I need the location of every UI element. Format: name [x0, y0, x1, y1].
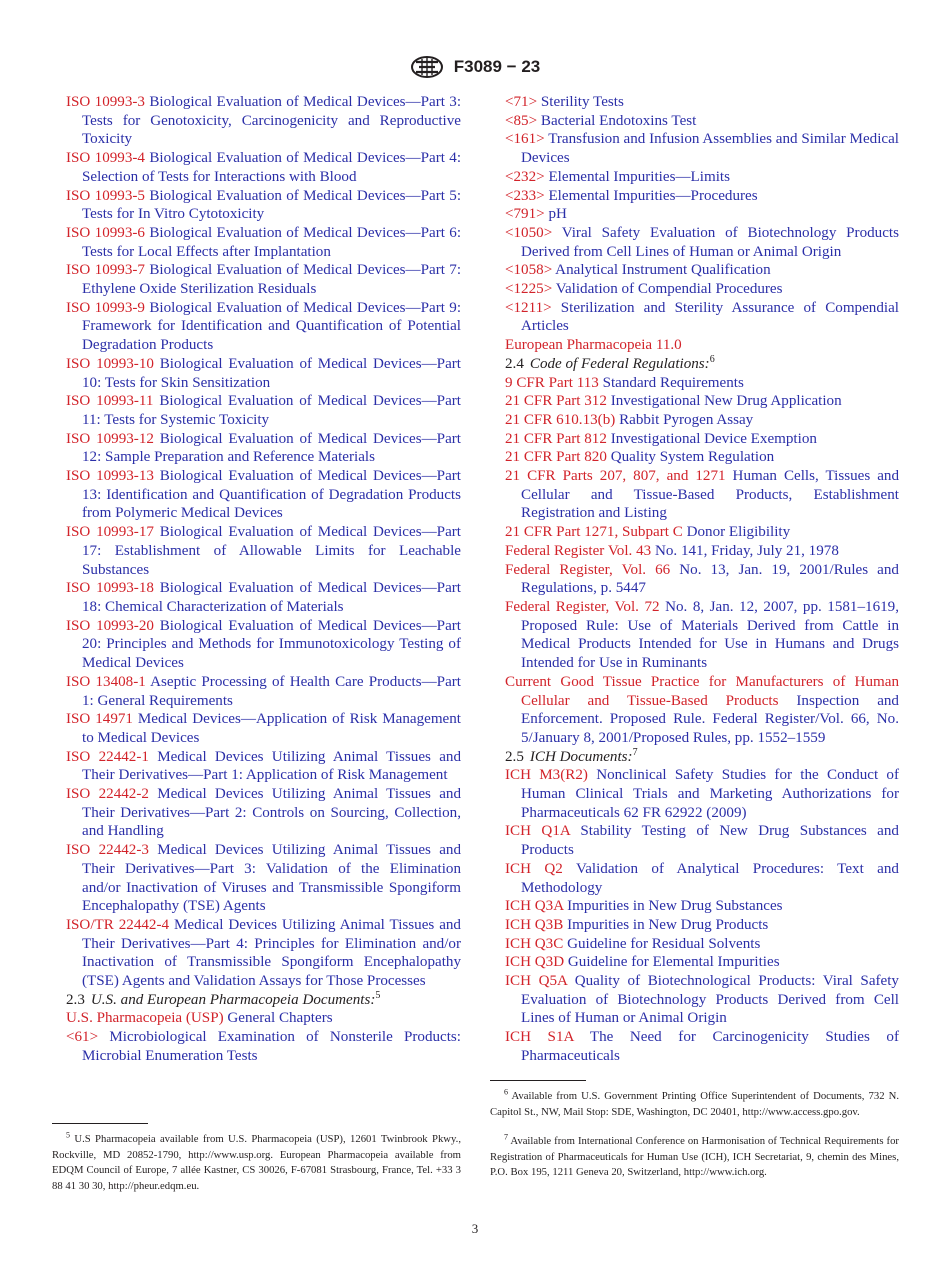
- reference-code-link[interactable]: 21 CFR Part 820: [505, 449, 607, 466]
- reference-entry: [505, 93, 899, 112]
- reference-code-link[interactable]: ISO 10993-17: [66, 524, 154, 541]
- reference-title-link[interactable]: Biological Evaluation of Medical Devices—Part 6: Tests for Local Effects after Implantation: [82, 224, 462, 260]
- section-number: 2.5: [505, 748, 524, 765]
- reference-entry: [66, 149, 461, 186]
- footnote-rule-left: [52, 1123, 148, 1124]
- reference-entry: [505, 523, 899, 542]
- reference-title-link[interactable]: Guideline for Elemental Impurities: [567, 954, 780, 971]
- page-number: 3: [471, 1221, 479, 1236]
- reference-entry: [505, 561, 899, 598]
- astm-logo-icon: [410, 56, 444, 78]
- reference-entry: [505, 168, 899, 187]
- reference-code-link[interactable]: Federal Register, Vol. 66: [505, 561, 671, 578]
- reference-code-link[interactable]: U.S. Pharmacopeia (USP): [66, 1010, 224, 1027]
- footnote-7: [490, 1134, 899, 1181]
- footnote-5: [52, 1132, 461, 1194]
- reference-title-link[interactable]: Biological Evaluation of Medical Devices—Part 12: Sample Preparation and Reference Materials: [82, 430, 461, 466]
- reference-code-link[interactable]: ISO 10993-3: [66, 94, 145, 110]
- reference-code-link[interactable]: European Pharmacopeia 11.0: [505, 337, 682, 354]
- reference-entry: [66, 579, 461, 616]
- reference-title-link[interactable]: Nonclinical Safety Studies for the Conduct of Human Clinical Trials and Marketing Authorizations for Pharmaceuticals 62 FR 62922 (2009): [521, 767, 899, 821]
- document-id: F3089 − 23: [453, 57, 541, 76]
- reference-entry: [505, 542, 899, 561]
- reference-code-link[interactable]: ICH M3(R2): [505, 767, 588, 784]
- reference-code-link[interactable]: Federal Register, Vol. 72: [505, 598, 660, 615]
- reference-title-link[interactable]: Biological Evaluation of Medical Devices—Part 13: Identification and Quantification of Degradation Products from Polymeric Medical Devices: [82, 468, 461, 522]
- reference-title-link[interactable]: Biological Evaluation of Medical Devices—Part 17: Establishment of Allowable Limits for Leachable Substances: [82, 524, 461, 578]
- reference-entry: [505, 860, 899, 897]
- reference-code-link[interactable]: <61>: [66, 1029, 99, 1046]
- reference-title-link[interactable]: Standard Requirements: [602, 374, 744, 391]
- footnote-ref[interactable]: 5: [375, 989, 381, 1001]
- reference-code-link[interactable]: ISO 14971: [66, 711, 133, 728]
- reference-code-link[interactable]: ISO 10993-7: [66, 262, 145, 279]
- reference-title-link[interactable]: Validation of Analytical Procedures: Text and Methodology: [521, 860, 899, 896]
- reference-title-link[interactable]: Stability Testing of New Drug Substances and Products: [521, 823, 899, 859]
- reference-code-link[interactable]: ISO 22442-3: [66, 842, 149, 859]
- reference-code-link[interactable]: <1058>: [505, 262, 553, 279]
- reference-entry: [66, 523, 461, 579]
- footnote-text: U.S Pharmacopeia available from U.S. Pharmacopeia (USP), 12601 Twinbrook Pkwy., Rockville, MD 20852-1790, http://www.usp.org. European Pharmacopeia available from EDQM Council of Europe, 7 allée Kastner, CS 30026, F-67081 Strasbourg, France, Tel. +33 3 88 41 30 30, http://pheur.edqm.eu.: [52, 1133, 461, 1192]
- reference-entry: [505, 205, 899, 224]
- reference-entry: [505, 673, 899, 748]
- reference-code-link[interactable]: ISO 10993-13: [66, 468, 154, 485]
- reference-title-link[interactable]: Biological Evaluation of Medical Devices—Part 20: Principles and Methods for Immunotoxicology Testing of Medical Devices: [82, 617, 461, 672]
- reference-code-link[interactable]: 21 CFR Part 1271, Subpart C: [505, 524, 683, 541]
- reference-entry: [505, 336, 899, 355]
- reference-title-link[interactable]: Medical Devices Utilizing Animal Tissues and Their Derivatives—Part 1: Application of Risk Management: [82, 748, 461, 784]
- reference-code-link[interactable]: <161>: [505, 131, 545, 148]
- reference-title-link[interactable]: Transfusion and Infusion Assemblies and Similar Medical Devices: [521, 131, 899, 167]
- reference-code-link[interactable]: ICH Q3B: [505, 916, 564, 933]
- reference-code-link[interactable]: ISO/TR 22442-4: [66, 916, 170, 933]
- reference-entry: [505, 916, 899, 935]
- reference-title-link[interactable]: Rabbit Pyrogen Assay: [619, 411, 754, 428]
- reference-entry: [505, 112, 899, 131]
- footnote-mark: 6: [504, 1087, 508, 1097]
- reference-code-link[interactable]: ISO 10993-6: [66, 224, 145, 241]
- reference-code-link[interactable]: Federal Register Vol. 43: [505, 542, 652, 559]
- reference-code-link[interactable]: ISO 10993-11: [66, 393, 154, 410]
- reference-title-link[interactable]: General Chapters: [227, 1010, 333, 1027]
- reference-entry: [66, 261, 461, 298]
- reference-title-link[interactable]: Investigational New Drug Application: [610, 393, 842, 410]
- reference-code-link[interactable]: ICH Q2: [505, 860, 563, 877]
- reference-title-link[interactable]: Biological Evaluation of Medical Devices—Part 9: Framework for Identification and Quantification of Potential Degradation Products: [82, 299, 462, 354]
- reference-title-link[interactable]: Biological Evaluation of Medical Devices—Part 10: Tests for Skin Sensitization: [82, 355, 461, 391]
- reference-code-link[interactable]: ICH Q1A: [505, 823, 570, 840]
- reference-title-link[interactable]: Impurities in New Drug Substances: [567, 898, 783, 915]
- reference-title-link[interactable]: Inspection and Enforcement. Proposed Rule. Federal Register/Vol. 66, No. 5/January 8, 2001/Proposed Rules, pp. 1552–1559: [521, 692, 899, 746]
- reference-entry: [66, 841, 461, 916]
- footnote-mark: 5: [66, 1130, 70, 1140]
- reference-title-link[interactable]: Biological Evaluation of Medical Devices—Part 5: Tests for In Vitro Cytotoxicity: [82, 187, 462, 223]
- reference-entry: [66, 785, 461, 841]
- reference-entry: [66, 355, 461, 392]
- reference-code-link[interactable]: ISO 10993-4: [66, 150, 145, 167]
- reference-code-link[interactable]: ICH Q3D: [505, 954, 565, 971]
- reference-entry: [505, 392, 899, 411]
- reference-code-link[interactable]: ICH S1A: [505, 1029, 574, 1046]
- right-column: [505, 93, 899, 1066]
- reference-title-link[interactable]: Biological Evaluation of Medical Devices—Part 7: Ethylene Oxide Sterilization Residuals: [82, 262, 462, 298]
- reference-title-link[interactable]: Quality of Biotechnological Products: Viral Safety Evaluation of Biotechnology Products Derived from Cell Lines of Human or Animal Origin: [521, 973, 899, 1027]
- section-title: Code of Federal Regulations:: [529, 355, 710, 372]
- reference-title-link[interactable]: No. 141, Friday, July 21, 1978: [654, 542, 839, 559]
- footnote-rule-right: [490, 1080, 586, 1081]
- reference-entry: [505, 374, 899, 393]
- reference-title-link[interactable]: Biological Evaluation of Medical Devices—Part 18: Chemical Characterization of Materials: [82, 580, 461, 615]
- reference-entry: [66, 1028, 461, 1065]
- reference-title-link[interactable]: Impurities in New Drug Products: [567, 916, 769, 933]
- reference-code-link[interactable]: <791>: [505, 206, 545, 223]
- reference-entry: [505, 953, 899, 972]
- footnote-mark: 7: [504, 1132, 508, 1142]
- reference-entry: [505, 972, 899, 1028]
- reference-title-link[interactable]: Biological Evaluation of Medical Devices—Part 11: Tests for Systemic Toxicity: [82, 393, 461, 428]
- reference-code-link[interactable]: ISO 22442-1: [66, 748, 149, 765]
- reference-code-link[interactable]: ISO 10993-10: [66, 355, 154, 372]
- footnote-text: Available from International Conference on Harmonisation of Technical Requirements for Registration of Pharmaceuticals for Human Use (ICH), ICH Secretariat, 9, chemin des Mines, P.O. Box 195, 1211 Geneva 20, Switzerland, http://www.ich.org.: [490, 1135, 899, 1179]
- reference-entry: [505, 261, 899, 280]
- reference-entry: [66, 187, 461, 224]
- reference-title-link[interactable]: Human Cells, Tissues and Cellular and Tissue-Based Products, Establishment Registration and Listing: [521, 468, 900, 522]
- reference-title-link[interactable]: The Need for Carcinogenicity Studies of Pharmaceuticals: [521, 1029, 899, 1064]
- reference-title-link[interactable]: Biological Evaluation of Medical Devices—Part 3: Tests for Genotoxicity, Carcinogenicity and Reproductive Toxicity: [82, 94, 462, 148]
- reference-entry: [505, 187, 899, 206]
- reference-entry: [66, 617, 461, 673]
- reference-entry: [66, 748, 461, 785]
- reference-title-link[interactable]: No. 8, Jan. 12, 2007, pp. 1581–1619, Proposed Rule: Use of Materials Derived from Cattle in Medical Products Intended for Use in Humans and Drugs Intended for Use in Ruminants: [521, 598, 899, 672]
- reference-entry: [505, 430, 899, 449]
- reference-entry: [505, 448, 899, 467]
- reference-title-link[interactable]: Sterility Tests: [540, 94, 624, 110]
- footnote-ref[interactable]: 6: [709, 353, 715, 365]
- reference-code-link[interactable]: ISO 10993-5: [66, 187, 145, 204]
- reference-code-link[interactable]: 21 CFR 610.13(b): [505, 411, 616, 428]
- reference-code-link[interactable]: <1211>: [505, 299, 552, 316]
- reference-entry: [505, 766, 899, 822]
- reference-entry: [66, 430, 461, 467]
- reference-entry: [66, 392, 461, 429]
- reference-code-link[interactable]: <1225>: [505, 281, 553, 298]
- reference-entry: [66, 1009, 461, 1028]
- reference-code-link[interactable]: <85>: [505, 112, 538, 129]
- reference-title-link[interactable]: Elemental Impurities—Limits: [548, 168, 730, 185]
- reference-entry: [66, 224, 461, 261]
- reference-code-link[interactable]: ISO 10993-20: [66, 617, 154, 634]
- reference-entry: [66, 916, 461, 991]
- reference-entry: [66, 93, 461, 149]
- reference-entry: [66, 710, 461, 747]
- section-number: 2.4: [505, 355, 524, 372]
- reference-title-link[interactable]: Biological Evaluation of Medical Devices—Part 4: Selection of Tests for Interactions with Blood: [82, 150, 462, 185]
- reference-entry: [505, 897, 899, 916]
- reference-title-link[interactable]: Quality System Regulation: [610, 449, 775, 466]
- reference-code-link[interactable]: 21 CFR Parts 207, 807, and 1271: [505, 468, 726, 485]
- reference-code-link[interactable]: 21 CFR Part 312: [505, 393, 607, 410]
- footnote-text: Available from U.S. Government Printing Office Superintendent of Documents, 732 N. Capitol St., NW, Mail Stop: SDE, Washington, DC 20401, http://www.access.gpo.gov.: [490, 1090, 899, 1118]
- reference-entry: [66, 467, 461, 523]
- reference-entry: [505, 299, 899, 336]
- reference-entry: [505, 935, 899, 954]
- reference-code-link[interactable]: ISO 10993-18: [66, 580, 154, 597]
- left-column: [66, 93, 461, 1066]
- reference-title-link[interactable]: Analytical Instrument Qualification: [555, 262, 771, 279]
- reference-entry: [505, 1028, 899, 1065]
- reference-code-link[interactable]: <1050>: [505, 224, 553, 241]
- reference-code-link[interactable]: ISO 22442-2: [66, 786, 149, 803]
- reference-entry: [66, 299, 461, 355]
- section-heading: [505, 355, 899, 374]
- reference-entry: [505, 280, 899, 299]
- reference-title-link[interactable]: Donor Eligibility: [686, 524, 791, 541]
- reference-code-link[interactable]: ICH Q5A: [505, 973, 568, 990]
- reference-title-link[interactable]: Investigational Device Exemption: [610, 430, 817, 447]
- reference-title-link[interactable]: Elemental Impurities—Procedures: [548, 187, 758, 204]
- reference-title-link[interactable]: Viral Safety Evaluation of Biotechnology Products Derived from Cell Lines of Human or Animal Origin: [521, 224, 899, 260]
- section-heading: [66, 991, 461, 1010]
- section-heading: [505, 748, 899, 767]
- reference-entry: [505, 411, 899, 430]
- section-number: 2.3: [66, 991, 85, 1008]
- reference-code-link[interactable]: <233>: [505, 187, 545, 204]
- reference-title-link[interactable]: Validation of Compendial Procedures: [555, 281, 783, 298]
- reference-code-link[interactable]: ISO 10993-12: [66, 430, 154, 447]
- reference-code-link[interactable]: Current Good Tissue Practice for Manufacturers of Human Cellular and Tissue-Based Products: [505, 673, 899, 709]
- section-title: ICH Documents:: [529, 748, 633, 765]
- reference-title-link[interactable]: Guideline for Residual Solvents: [567, 935, 761, 952]
- reference-code-link[interactable]: 21 CFR Part 812: [505, 430, 607, 447]
- reference-code-link[interactable]: ISO 10993-9: [66, 299, 145, 316]
- reference-code-link[interactable]: <232>: [505, 168, 545, 185]
- page-header: [0, 56, 950, 82]
- reference-title-link[interactable]: Medical Devices—Application of Risk Management to Medical Devices: [82, 711, 461, 746]
- reference-entry: [505, 224, 899, 261]
- reference-code-link[interactable]: ICH Q3C: [505, 935, 564, 952]
- reference-entry: [66, 673, 461, 710]
- reference-title-link[interactable]: pH: [548, 206, 567, 223]
- reference-code-link[interactable]: ICH Q3A: [505, 898, 564, 915]
- reference-title-link[interactable]: Bacterial Endotoxins Test: [540, 112, 697, 129]
- reference-title-link[interactable]: Aseptic Processing of Health Care Products—Part 1: General Requirements: [82, 673, 461, 709]
- reference-entry: [505, 130, 899, 167]
- reference-title-link[interactable]: Medical Devices Utilizing Animal Tissues and Their Derivatives—Part 2: Controls on Sourcing, Collection, and Handling: [82, 786, 461, 840]
- reference-title-link[interactable]: Microbiological Examination of Nonsterile Products: Microbial Enumeration Tests: [82, 1029, 462, 1064]
- reference-code-link[interactable]: 9 CFR Part 113: [505, 374, 599, 391]
- reference-entry: [505, 598, 899, 673]
- reference-title-link[interactable]: No. 13, Jan. 19, 2001/Rules and Regulations, p. 5447: [521, 561, 899, 597]
- reference-code-link[interactable]: <71>: [505, 94, 538, 110]
- reference-code-link[interactable]: ISO 13408-1: [66, 673, 146, 690]
- reference-entry: [505, 822, 899, 859]
- reference-title-link[interactable]: Medical Devices Utilizing Animal Tissues and Their Derivatives—Part 3: Validation of the Elimination and/or Inactivation of Viruses and Transmissible Spongiform Encephalopathy (TSE) Agents: [82, 842, 461, 915]
- reference-entry: [505, 467, 899, 523]
- footnote-6: [490, 1089, 899, 1120]
- footnote-ref[interactable]: 7: [632, 746, 638, 758]
- reference-title-link[interactable]: Medical Devices Utilizing Animal Tissues and Their Derivatives—Part 4: Principles for Elimination and/or Inactivation of Transmissible Spongiform Encephalopathy (TSE) Agents and Validation Assays for Those Processes: [82, 916, 461, 990]
- section-title: U.S. and European Pharmacopeia Documents:: [90, 991, 376, 1008]
- reference-title-link[interactable]: Sterilization and Sterility Assurance of Compendial Articles: [521, 299, 899, 335]
